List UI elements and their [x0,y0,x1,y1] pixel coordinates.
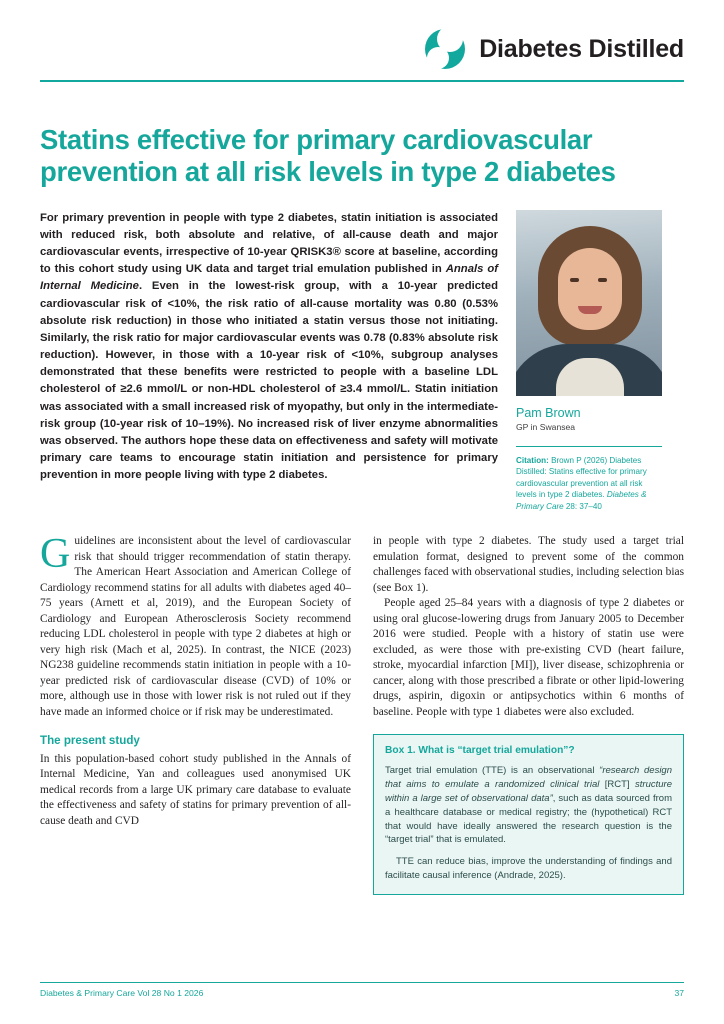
lead-section [40,210,684,512]
standfirst-part-1: For primary prevention in people with type 2 diabetes, statin initiation is associated with reduced risk, both absolute and relative, of all-cause death and major cardiovascular events, irrespective of 10-year QRISK3® score at baseline, according to this cohort study using UK data and target trial emulation published in [40,211,498,276]
masthead [40,0,684,72]
brand-title: Diabetes Distilled [479,34,684,63]
info-box-title: Box 1. What is “target trial emulation”? [385,745,575,757]
author-role: GP in Swansea [516,421,576,432]
avatar [516,210,662,396]
page-title: Statins effective for primary cardiovascular prevention at all risk levels in type 2 diabetes [40,124,616,187]
standfirst [40,210,498,512]
column-right [373,534,684,895]
citation-journal: Diabetes & Primary Care [516,490,647,511]
info-box-body [385,764,672,883]
body-columns [40,531,684,895]
paragraph: Guidelines are inconsistent about the level of cardiovascular risk that should trigger recommendation of statin therapy. The American Heart Association and American College of Cardiology recommend statins for all adults with diabetes aged 40–75 years (Arnett et al, 2019), and the European Society of Cardiology and European Atherosclerosis Society recommend reducing LDL cholesterol in people with type 2 diabetes at high or very high risk (Mach et al, 2025). In contrast, the NICE (2023) NG238 guideline recommends statin initiation in people with a 10-year predicted risk of cardiovascular disease (CVD) of 10% or more, although use in those with lower risk is not ruled out if they have made an informed choice or if risk may be underestimated. [40,531,351,718]
citation-volume: 28: 37–40 [563,501,602,511]
footer-source: Diabetes & Primary Care Vol 28 No 1 2026 [40,988,204,998]
box-text-a: Target trial emulation (TTE) is an observational [385,765,600,777]
citation [516,455,662,512]
box-text-c: , such as data sourced from a healthcare database or medical registry; the (hypothetical) RCT that would have ideally answered the research question is the “target trial” that is emulated. [385,792,672,846]
standfirst-part-2: . Even in the lowest-risk group, with a 10-year predicted cardiovascular risk of <10%, the risk ratio of all-cause mortality was 0.80 (0.53% absolute risk reduction) in those who initiated a statin versus those not initiating. Similarly, the risk ratio for major cardiovascular events was 0.78 (0.83% absolute risk reduction). However, in those with a 10-year risk of <10%, subgroup analyses demonstrated that these benefits were restricted to people with a baseline LDL cholesterol of ≥2.6 mmol/L or non-HDL cholesterol of ≥3.4 mmol/L. Statin initiation was associated with a small increased risk of myopathy, but only in the intermediate-risk group (10-year risk of 10–19%). No increased risk of liver enzyme abnormalities was observed. The authors hope these data on effectiveness and safety will motivate primary care teams to encourage statin initiation and persistence for primary prevention in more people living with type 2 diabetes. [40,280,498,482]
citation-label: Citation: [516,455,549,465]
header-divider [40,80,684,82]
column-left [40,531,351,895]
paragraph: in people with type 2 diabetes. The study used a target trial emulation format, designed to prevent some of the common challenges faced with observational studies, including selection bias (see Box 1). [373,535,684,594]
box-text-italic-1: “research design that aims to emulate a randomized clinical trial [385,765,672,790]
standfirst-journal: Annals of Internal Medicine [40,263,498,293]
side-column [516,210,662,512]
paragraph [385,764,672,847]
diabetes-distilled-logo-icon [425,29,465,69]
paragraph: People aged 25–84 years with a diagnosis of type 2 diabetes or using oral glucose-lowering drugs from January 2005 to December 2016 were studied. People with a history of statin use were excluded, as were those with pre-existing CVD (heart failure, stroke, myocardial infarction [MI]), liver disease, schizophrenia or cancer, along with those prescribed a fibrate or other lipid-lowering drugs, aspirin, digoxin or antipsychotics within 6 months of baseline. People with type 1 diabetes were also excluded. [373,597,684,718]
box-text-italic-2: structure within a large set of observational data” [385,778,672,804]
page-number: 37 [674,988,684,998]
author-name: Pam Brown [516,405,581,420]
citation-text-1: Brown P (2026) Diabetes Distilled: Statins effective for primary cardiovascular prevention at all risk levels in type 2 diabetes. [516,455,647,500]
paragraph: TTE can reduce bias, improve the understanding of findings and facilitate causal inference (Andrade, 2025). [385,856,672,882]
info-box [373,734,684,895]
box-text-b: [RCT] [599,778,636,790]
section-heading: The present study [40,734,140,748]
side-divider [516,446,662,447]
footer [40,982,684,998]
paragraph: In this population-based cohort study published in the Annals of Internal Medicine, Yan and colleagues used anonymised UK medical records from a large UK primary care database to evaluate the effectiveness and safety of statins for primary prevention of all-cause death and CVD [40,752,351,827]
